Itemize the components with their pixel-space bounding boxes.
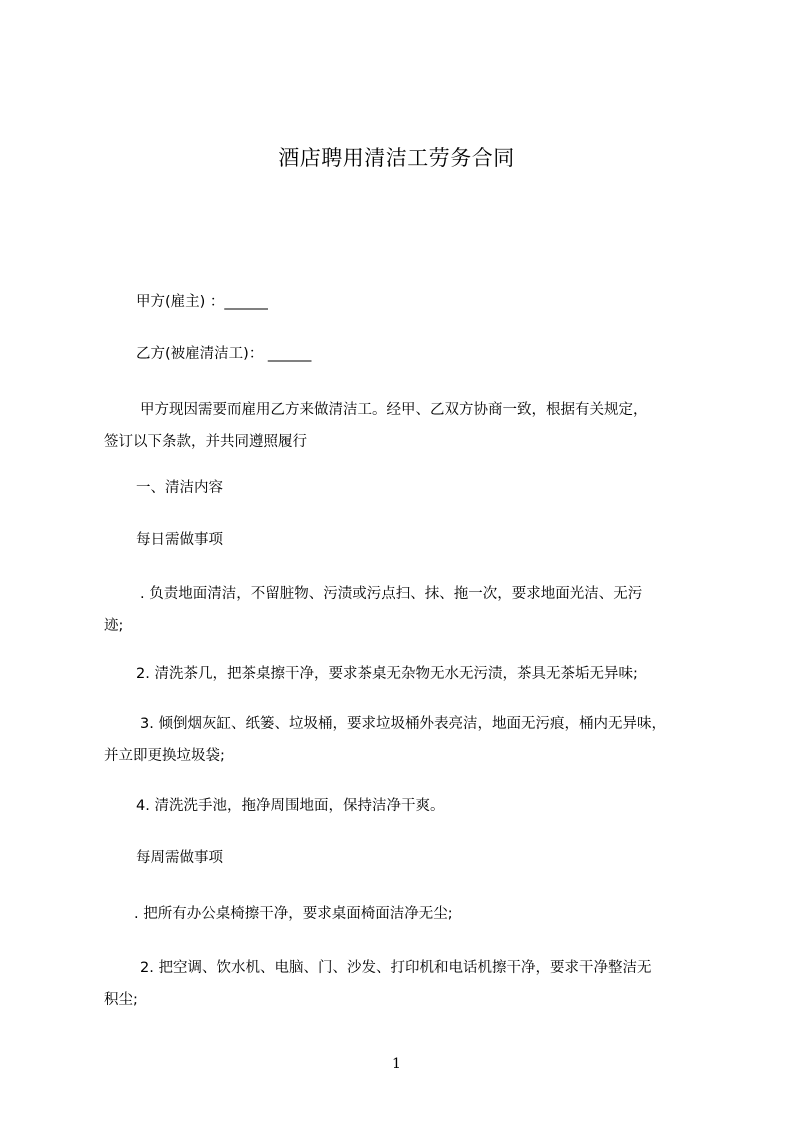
daily-item-2: 2. 清洗茶几，把茶桌擦干净，要求茶桌无杂物无水无污渍，茶具无茶垢无异味; [136, 666, 638, 682]
weekly-item-2-line-2: 积尘; [104, 992, 138, 1008]
weekly-item-2 [104, 952, 704, 1016]
daily-tasks-heading: 每日需做事项 [136, 532, 223, 548]
daily-item-1-line-1: . 负责地面清洁，不留脏物、污渍或污点扫、抹、拖一次，要求地面光洁、无污 [140, 586, 643, 602]
preamble-line-2: 签订以下条款，并共同遵照履行 [104, 434, 307, 450]
daily-item-3-line-1: 3. 倾倒烟灰缸、纸篓、垃圾桶，要求垃圾桶外表亮洁，地面无污痕，桶内无异味， [140, 716, 666, 732]
weekly-tasks-heading: 每周需做事项 [136, 850, 223, 866]
daily-item-3 [104, 708, 704, 772]
weekly-item-2-line-1: 2. 把空调、饮水机、电脑、门、沙发、打印机和电话机擦干净，要求干净整洁无 [140, 960, 652, 976]
document-title: 酒店聘用清洁工劳务合同 [278, 146, 515, 170]
daily-item-1 [104, 578, 704, 642]
party-a-line: 甲方(雇主) ：______ [136, 294, 268, 310]
preamble-paragraph [104, 394, 704, 458]
daily-item-1-line-2: 迹; [104, 618, 124, 634]
section-1-heading: 一、清洁内容 [136, 480, 223, 496]
page-number: 1 [392, 1056, 401, 1072]
daily-item-3-line-2: 并立即更换垃圾袋; [104, 748, 225, 764]
preamble-line-1: 甲方现因需要而雇用乙方来做清洁工。经甲、乙双方协商一致，根据有关规定， [140, 402, 648, 418]
weekly-item-1: . 把所有办公桌椅擦干净，要求桌面椅面洁净无尘; [134, 906, 453, 922]
daily-item-4: 4. 清洗洗手池，拖净周围地面，保持洁净干爽。 [136, 798, 445, 814]
party-b-line: 乙方(被雇清洁工)： ______ [136, 346, 312, 362]
